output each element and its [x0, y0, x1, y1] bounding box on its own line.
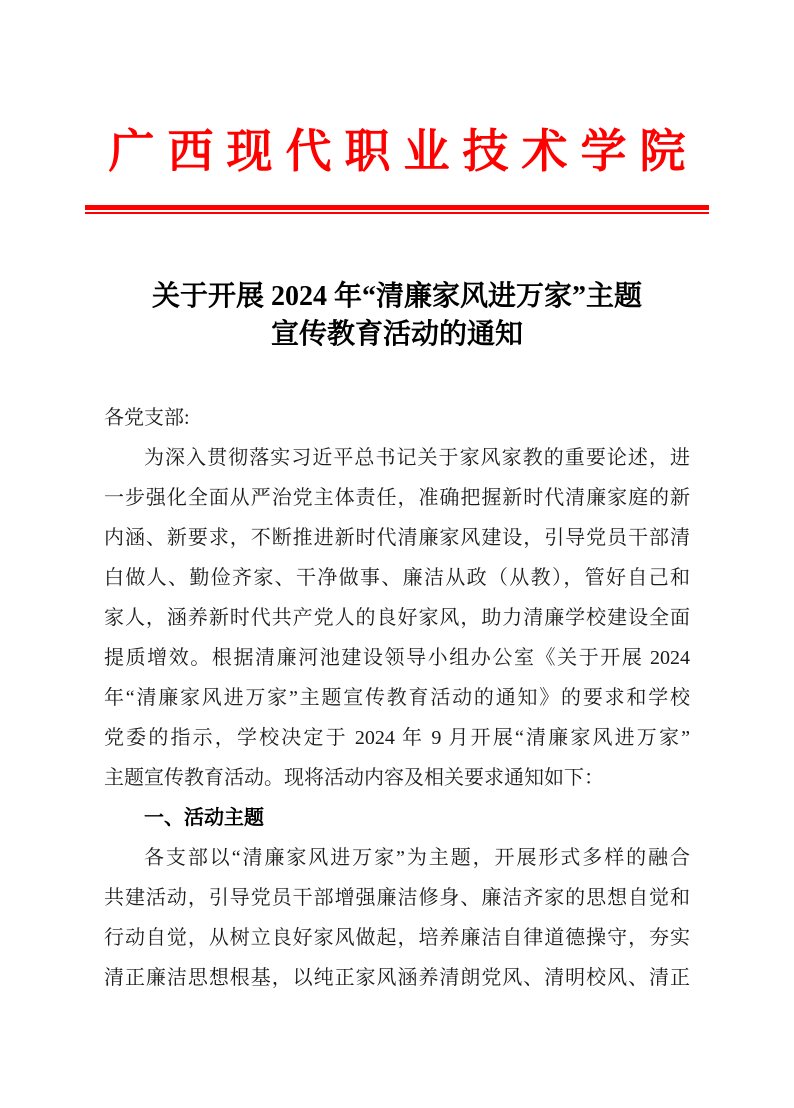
- body-line: 各支部以“清廉家风进万家”为主题，开展形式多样的融合: [144, 847, 690, 869]
- body-line: 内涵、新要求，不断推进新时代清廉家风建设，引导党员干部清: [104, 527, 690, 549]
- body-line: 年“清廉家风进万家”主题宣传教育活动的通知》的要求和学校: [104, 687, 690, 709]
- body-line: 各党支部:: [104, 407, 190, 429]
- school-name-header: 广西现代职业技术学院: [108, 126, 699, 177]
- red-separator-rule: [85, 205, 709, 214]
- body-line: 一步强化全面从严治党主体责任，准确把握新时代清廉家庭的新: [104, 487, 690, 509]
- body-line: 主题宣传教育活动。现将活动内容及相关要求通知如下：: [104, 767, 604, 789]
- document-title: [100, 278, 694, 354]
- document-body: [104, 398, 690, 998]
- body-block-salutation: [104, 398, 690, 438]
- body-line: 共建活动，引导党员干部增强廉洁修身、廉洁齐家的思想自觉和: [104, 887, 690, 909]
- body-line: 白做人、勤俭齐家、干净做事、廉洁从政（从教），管好自己和: [104, 567, 690, 589]
- body-line: 为深入贯彻落实习近平总书记关于家风家教的重要论述，进: [144, 447, 690, 469]
- red-rule-thin-line: [85, 212, 709, 214]
- body-line: 提质增效。根据清廉河池建设领导小组办公室《关于开展 2024: [104, 647, 690, 669]
- body-line: 行动自觉，从树立良好家风做起，培养廉洁自律道德操守，夯实: [104, 927, 690, 949]
- document-title-line-1: 关于开展 2024 年“清廉家风进万家”主题: [151, 281, 642, 312]
- body-block-paragraph: [104, 438, 690, 798]
- red-rule-thick-line: [85, 205, 709, 210]
- body-line: 家人，涵养新时代共产党人的良好家风，助力清廉学校建设全面: [104, 607, 690, 629]
- section-heading-text: 一、活动主题: [144, 807, 264, 829]
- section-heading: [104, 798, 690, 838]
- body-line: 党委的指示，学校决定于 2024 年 9 月开展“清廉家风进万家”: [104, 727, 690, 749]
- document-title-line-2: 宣传教育活动的通知: [270, 319, 523, 350]
- body-line: 清正廉洁思想根基，以纯正家风涵养清朗党风、清明校风、清正: [104, 967, 690, 989]
- body-block-paragraph: [104, 838, 690, 998]
